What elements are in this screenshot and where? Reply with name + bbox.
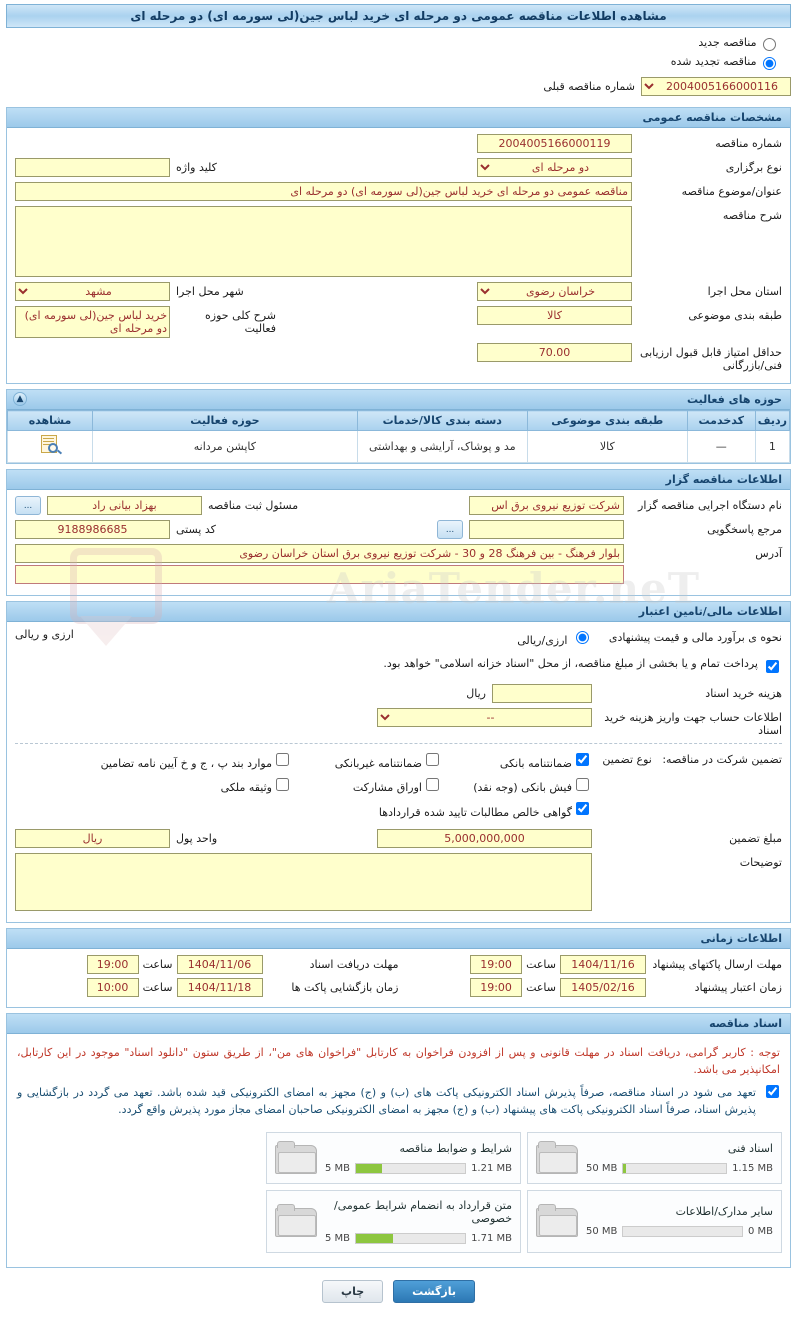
input-doc-cost[interactable] <box>492 684 592 703</box>
section-timing <box>6 928 791 1008</box>
select-city[interactable] <box>15 282 170 301</box>
section-organizer <box>6 469 791 596</box>
back-button[interactable]: بازگشت <box>393 1280 475 1303</box>
row-holding-type <box>15 158 782 177</box>
input-address[interactable] <box>15 544 624 563</box>
doc-title-technical: اسناد فنی <box>727 1141 773 1155</box>
label-tender-number: شماره مناقصه <box>715 137 782 150</box>
table-row <box>8 431 790 463</box>
doc-bar-fill-contract <box>356 1234 393 1243</box>
guarantee-option-2[interactable] <box>62 750 292 770</box>
row-location <box>15 282 782 301</box>
radio-new-tender-input[interactable] <box>763 38 776 51</box>
radio-estimate-label: ارزی/ریالی <box>517 634 568 647</box>
label-city: شهر محل اجرا <box>176 285 244 298</box>
doc-progress-contract <box>325 1233 512 1244</box>
collapse-icon[interactable]: ▲ <box>13 392 27 406</box>
label-doc-cost-unit: ریال <box>466 687 486 700</box>
row-description <box>15 206 782 277</box>
timing-time-0-right[interactable] <box>470 955 522 974</box>
col-activity: حوزه فعالیت <box>93 411 358 431</box>
timing-unit-0-right: ساعت <box>526 957 556 971</box>
timing-label-0-right: مهلت ارسال پاکتهای پیشنهاد <box>652 957 782 971</box>
row-guarantee-types <box>15 750 782 824</box>
doc-max-other: 50 MB <box>586 1226 618 1238</box>
input-min-score[interactable] <box>477 343 632 362</box>
timing-time-1-left[interactable] <box>87 978 139 997</box>
doc-size-technical: 1.15 MB <box>732 1162 773 1174</box>
print-button[interactable]: چاپ <box>322 1280 383 1303</box>
doc-card-contract[interactable] <box>266 1190 521 1253</box>
table-header-row <box>8 411 790 431</box>
col-row: ردیف <box>755 411 789 431</box>
folder-icon[interactable] <box>536 1204 578 1238</box>
doc-max-terms: 5 MB <box>325 1162 351 1174</box>
timing-unit-1-right: ساعت <box>526 980 556 994</box>
doc-bar-fill-terms <box>356 1164 382 1173</box>
cell-subject-class: کالا <box>527 431 687 463</box>
label-participation-text: تضمین شرکت در مناقصه: <box>662 753 782 766</box>
doc-bar-track-terms <box>355 1163 466 1174</box>
timing-unit-1-left: ساعت <box>142 980 173 994</box>
guarantee-checkbox-6[interactable] <box>576 802 589 815</box>
guarantee-label-2: موارد بند پ ، ج و خ آیین نامه تضامین <box>100 756 272 770</box>
footer-buttons <box>6 1268 791 1319</box>
row-estimate <box>15 628 782 647</box>
guarantee-option-1[interactable] <box>292 750 442 770</box>
section-financial-header: اطلاعات مالی/تامین اعتبار <box>7 602 790 622</box>
label-agency: نام دستگاه اجرایی مناقصه گزار <box>638 499 782 512</box>
input-agency[interactable] <box>469 496 624 515</box>
cell-row: 1 <box>755 431 789 463</box>
label-holding-type: نوع برگزاری <box>725 161 782 174</box>
section-activity-header <box>7 390 790 410</box>
label-notes: توضیحات <box>739 855 782 869</box>
timing-right-0 <box>399 955 783 974</box>
timing-date-1-left[interactable] <box>177 978 263 997</box>
textarea-activity-scope[interactable] <box>15 306 170 338</box>
cell-activity: کاپشن مردانه <box>93 431 358 463</box>
documents-note-blue-row <box>15 1082 782 1124</box>
previous-tender-label: شماره مناقصه قبلی <box>543 80 635 93</box>
previous-tender-row <box>6 75 791 102</box>
documents-note-red: توجه : کاربر گرامی، دریافت اسناد در مهلت قانونی و پس از افزودن فراخوان به کارتابل "فراخوان های من"، از طریق ستون "دانلود اسناد" موجود در این کارتابل، امکانپذیر می باشد. <box>17 1045 780 1076</box>
activity-table <box>7 410 790 463</box>
label-guarantee-amount: مبلغ تضمین <box>729 831 782 845</box>
row-guarantee-notes <box>15 853 782 911</box>
input-registrar[interactable] <box>47 496 202 515</box>
guarantee-label-6: گواهی خالص مطالبات تایید شده قراردادها <box>378 805 572 819</box>
timing-time-0-left[interactable] <box>87 955 139 974</box>
doc-progress-terms <box>325 1163 512 1174</box>
checkbox-electronic-signature[interactable] <box>766 1085 779 1098</box>
guarantee-label-1: ضمانتنامه غیربانکی <box>334 756 422 770</box>
view-icon[interactable] <box>39 435 61 455</box>
label-currency: واحد پول <box>176 831 218 845</box>
timing-label-1-left: زمان بازگشایی پاکت ها <box>291 980 399 994</box>
guarantee-checkbox-3[interactable] <box>576 778 589 791</box>
reference-picker-button[interactable]: ... <box>437 520 463 539</box>
label-subject-class: طبقه بندی موضوعی <box>688 309 782 322</box>
divider <box>15 743 782 744</box>
doc-bar-track-other <box>622 1226 743 1237</box>
col-service-code: کدخدمت <box>687 411 755 431</box>
input-address-extra[interactable] <box>15 565 624 584</box>
label-min-score: حداقل امتیاز قابل قبول ارزیابی فنی/بازرگانی <box>639 346 782 372</box>
doc-title-other: سایر مدارک/اطلاعات <box>675 1205 773 1219</box>
row-reference <box>15 520 782 539</box>
doc-max-technical: 50 MB <box>586 1162 618 1174</box>
section-general <box>6 107 791 384</box>
guarantee-option-5[interactable] <box>62 775 292 795</box>
folder-icon[interactable] <box>275 1141 317 1175</box>
timing-right-1 <box>399 978 783 997</box>
label-account: اطلاعات حساب جهت واریز هزینه خرید اسناد <box>604 711 782 737</box>
section-activity <box>6 389 791 464</box>
cell-goods-class: مد و پوشاک، آرایشی و بهداشتی <box>357 431 527 463</box>
doc-card-terms[interactable] <box>266 1132 521 1184</box>
timing-date-1-right[interactable] <box>560 978 646 997</box>
previous-tender-select[interactable] <box>641 77 791 96</box>
guarantee-checkbox-5[interactable] <box>276 778 289 791</box>
label-postal-code: کد پستی <box>176 523 216 536</box>
textarea-description[interactable] <box>15 206 632 277</box>
guarantee-option-3[interactable] <box>442 775 592 795</box>
input-subject[interactable] <box>15 182 632 201</box>
doc-card-technical[interactable] <box>527 1132 782 1184</box>
section-general-body <box>7 128 790 383</box>
select-account[interactable] <box>377 708 592 727</box>
timing-label-1-right: زمان اعتبار پیشنهاد <box>694 980 782 994</box>
guarantee-label-5: وثیقه ملکی <box>220 781 272 794</box>
registrar-picker-button[interactable]: ... <box>15 496 41 515</box>
doc-bar-track-contract <box>355 1233 466 1244</box>
row-address <box>15 544 782 584</box>
guarantee-checkbox-1[interactable] <box>426 753 439 766</box>
cell-service-code: — <box>687 431 755 463</box>
row-guarantee-amount <box>15 829 782 848</box>
col-view: مشاهده <box>8 411 93 431</box>
section-documents-body <box>7 1034 790 1267</box>
radio-renewed-tender-input[interactable] <box>763 57 776 70</box>
label-guarantee-type: نوع تضمین <box>602 753 652 766</box>
guarantee-option-6[interactable] <box>15 799 592 819</box>
section-activity-title: حوزه های فعالیت <box>687 393 782 406</box>
label-participation <box>592 750 782 766</box>
textarea-notes[interactable] <box>15 853 592 911</box>
input-guarantee-amount[interactable] <box>377 829 592 848</box>
radio-new-tender[interactable] <box>6 35 779 51</box>
timing-date-0-right[interactable] <box>560 955 646 974</box>
row-treasury-note <box>15 657 782 676</box>
doc-size-contract: 1.71 MB <box>471 1232 512 1244</box>
timing-date-0-left[interactable] <box>177 955 263 974</box>
folder-icon[interactable] <box>536 1141 578 1175</box>
section-organizer-body <box>7 490 790 595</box>
label-keyword: کلید واژه <box>176 161 217 174</box>
col-goods-class: دسته بندی کالا/خدمات <box>357 411 527 431</box>
doc-progress-technical <box>586 1163 773 1174</box>
timing-left-0 <box>15 955 399 974</box>
checkbox-treasury[interactable] <box>766 660 779 673</box>
radio-new-tender-label: مناقصه جدید <box>698 36 757 49</box>
documents-note-blue: تعهد می شود در اسناد مناقصه، صرفاً پذیرش اسناد الکترونیکی پاکت های (ب) و (ج) مجهز به امضای الکترونیکی قید شده باشد. تعهد می گردد در بازگشایی و پذیرش اسناد، صرفاً اسناد الکترونیکی پاکت های پیشنهاد (ب) و (ج) مجهز به امضای الکترونیکی صاحبان امضای مجاز مورد پذیرش واقع گردد. <box>17 1085 756 1116</box>
input-postal-code[interactable] <box>15 520 170 539</box>
radio-renewed-tender[interactable] <box>6 54 779 70</box>
timing-left-1 <box>15 978 399 997</box>
label-activity-scope: شرح کلی حوزه فعالیت <box>205 309 276 335</box>
label-description: شرح مناقصه <box>722 209 782 222</box>
guarantee-options <box>15 750 592 824</box>
cell-view[interactable] <box>8 431 93 463</box>
activity-table-wrap <box>7 410 790 463</box>
section-organizer-header: اطلاعات مناقصه گزار <box>7 470 790 490</box>
guarantee-option-0[interactable] <box>442 750 592 770</box>
timing-label-0-left: مهلت دریافت اسناد <box>309 957 399 971</box>
tender-type-group <box>6 28 791 75</box>
guarantee-checkbox-0[interactable] <box>576 753 589 766</box>
documents-grid <box>15 1128 782 1261</box>
section-timing-body <box>7 949 790 1007</box>
doc-size-other: 0 MB <box>747 1226 773 1238</box>
doc-card-other[interactable] <box>527 1190 782 1253</box>
section-general-header: مشخصات مناقصه عمومی <box>7 108 790 128</box>
label-address: آدرس <box>755 547 782 560</box>
label-doc-cost: هزینه خرید اسناد <box>705 687 782 700</box>
input-currency[interactable] <box>15 829 170 848</box>
page-root <box>0 4 797 1319</box>
section-timing-header: اطلاعات زمانی <box>7 929 790 949</box>
label-estimate: نحوه ی برآورد مالی و قیمت پیشنهادی <box>608 631 782 644</box>
label-province: استان محل اجرا <box>707 285 782 298</box>
row-min-score <box>15 343 782 372</box>
guarantee-label-3: فیش بانکی (وجه نقد) <box>473 781 572 794</box>
guarantee-label-0: ضمانتنامه بانکی <box>499 756 572 770</box>
row-tender-number <box>15 134 782 153</box>
row-doc-cost <box>15 684 782 703</box>
radio-renewed-tender-label: مناقصه تجدید شده <box>670 55 757 68</box>
label-currency-option: ارزی و ریالی <box>15 628 74 641</box>
guarantee-option-4[interactable] <box>292 775 442 795</box>
watermark-text: AriaTender.neT <box>326 564 700 613</box>
row-agency <box>15 496 782 515</box>
doc-bar-track-technical <box>622 1163 727 1174</box>
guarantee-checkbox-4[interactable] <box>426 778 439 791</box>
timing-time-1-right[interactable] <box>470 978 522 997</box>
input-tender-number[interactable] <box>477 134 632 153</box>
doc-bar-fill-technical <box>623 1164 626 1173</box>
doc-max-contract: 5 MB <box>325 1232 351 1244</box>
col-subject-class: طبقه بندی موضوعی <box>527 411 687 431</box>
section-documents <box>6 1013 791 1268</box>
page-title: مشاهده اطلاعات مناقصه عمومی دو مرحله ای خرید لباس جین(لی سورمه ای) دو مرحله ای <box>6 4 791 28</box>
label-registrar: مسئول ثبت مناقصه <box>208 499 299 512</box>
section-documents-header: اسناد مناقصه <box>7 1014 790 1034</box>
doc-size-terms: 1.21 MB <box>471 1162 512 1174</box>
input-subject-class[interactable] <box>477 306 632 325</box>
guarantee-checkbox-2[interactable] <box>276 753 289 766</box>
doc-title-contract: متن قرارداد به انضمام شرایط عمومی/خصوصی <box>334 1198 512 1225</box>
input-keyword[interactable] <box>15 158 170 177</box>
section-financial <box>6 601 791 923</box>
label-treasury-note: پرداخت تمام و یا بخشی از مبلغ مناقصه، از محل "اسناد خزانه اسلامی" خواهد بود. <box>383 657 758 670</box>
input-reference[interactable] <box>469 520 624 539</box>
row-classification <box>15 306 782 338</box>
row-account <box>15 708 782 737</box>
select-province[interactable] <box>477 282 632 301</box>
label-reference: مرجع پاسخگویی <box>707 523 782 536</box>
label-subject: عنوان/موضوع مناقصه <box>681 185 782 198</box>
timing-row-0 <box>15 955 782 974</box>
doc-title-terms: شرایط و ضوابط مناقصه <box>399 1141 512 1155</box>
timing-row-1 <box>15 978 782 997</box>
radio-estimate[interactable] <box>517 628 592 647</box>
doc-progress-other <box>586 1226 773 1237</box>
guarantee-label-4: اوراق مشارکت <box>352 781 422 794</box>
section-financial-body <box>7 622 790 922</box>
timing-unit-0-left: ساعت <box>142 957 173 971</box>
folder-icon[interactable] <box>275 1204 317 1238</box>
radio-estimate-input[interactable] <box>576 631 589 644</box>
select-holding-type[interactable] <box>477 158 632 177</box>
row-subject <box>15 182 782 201</box>
